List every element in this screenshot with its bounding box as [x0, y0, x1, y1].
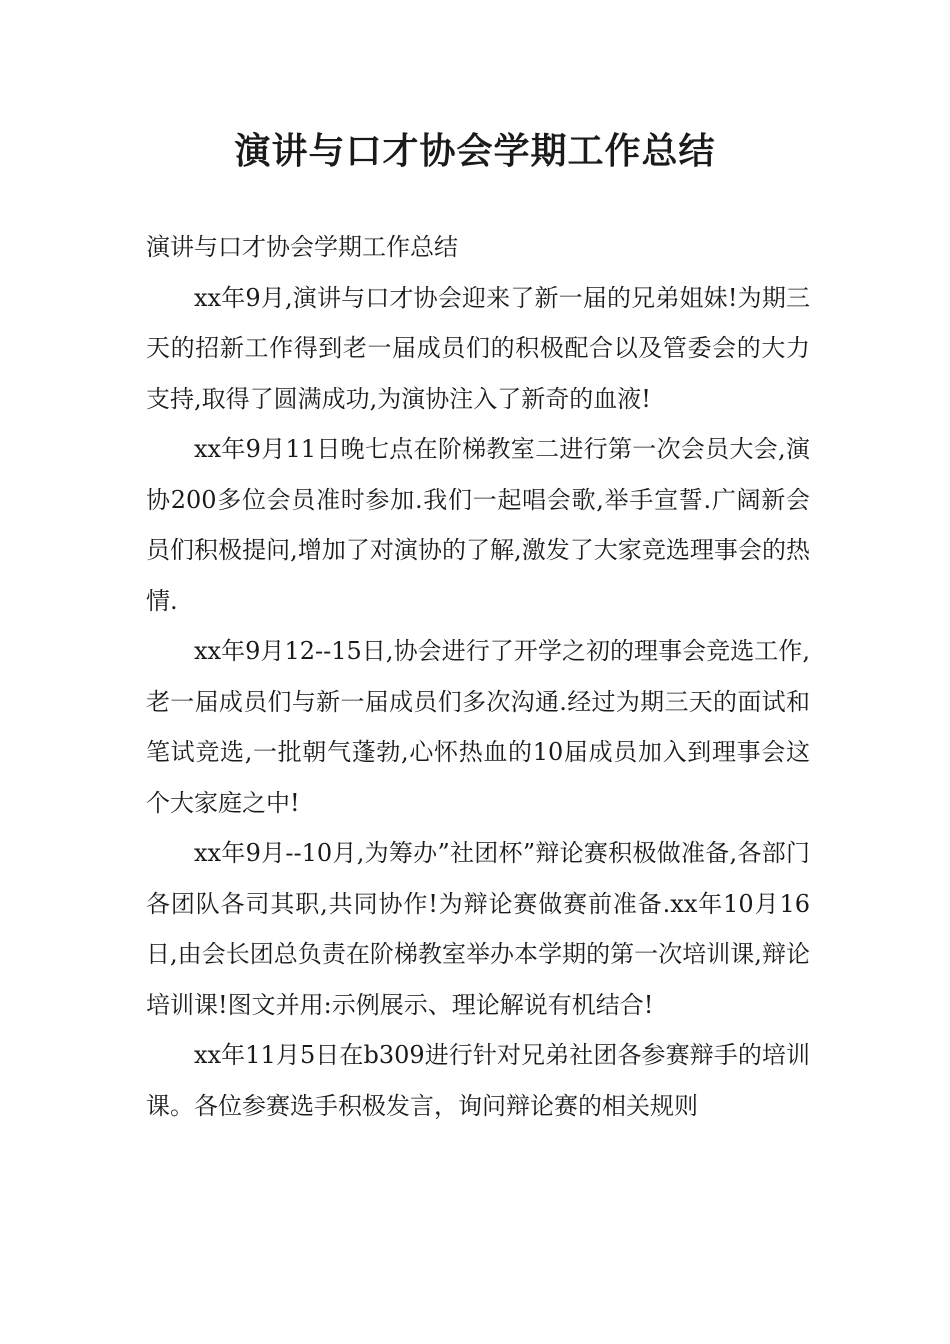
- document-title: 演讲与口才协会学期工作总结: [234, 131, 716, 172]
- paragraph: xx年9月--10月,为筹办”社团杯”辩论赛积极做准备,各部门各团队各司其职,共同协作!为辩论赛做赛前准备.xx年10月16日,由会长团总负责在阶梯教室举办本学期的第一次培训课,辩论培训课!图文并用:示例展示、理论解说有机结合!: [146, 839, 810, 1019]
- paragraph-subtitle: 演讲与口才协会学期工作总结: [146, 233, 458, 261]
- paragraph: xx年11月5日在b309进行针对兄弟社团各参赛辩手的培训课。各位参赛选手积极发言，询问辩论赛的相关规则: [146, 1041, 810, 1120]
- document-body: [146, 222, 810, 1131]
- paragraph: xx年9月11日晚七点在阶梯教室二进行第一次会员大会,演协200多位会员准时参加.我们一起唱会歌,举手宣誓.广阔新会员们积极提问,增加了对演协的了解,激发了大家竞选理事会的热情.: [146, 435, 810, 615]
- paragraph: xx年9月,演讲与口才协会迎来了新一届的兄弟姐妹!为期三天的招新工作得到老一届成员们的积极配合以及管委会的大力支持,取得了圆满成功,为演协注入了新奇的血液!: [146, 283, 810, 413]
- paragraph: xx年9月12--15日,协会进行了开学之初的理事会竞选工作,老一届成员们与新一届成员们多次沟通.经过为期三天的面试和笔试竞选,一批朝气蓬勃,心怀热血的10届成员加入到理事会这个大家庭之中!: [146, 637, 810, 817]
